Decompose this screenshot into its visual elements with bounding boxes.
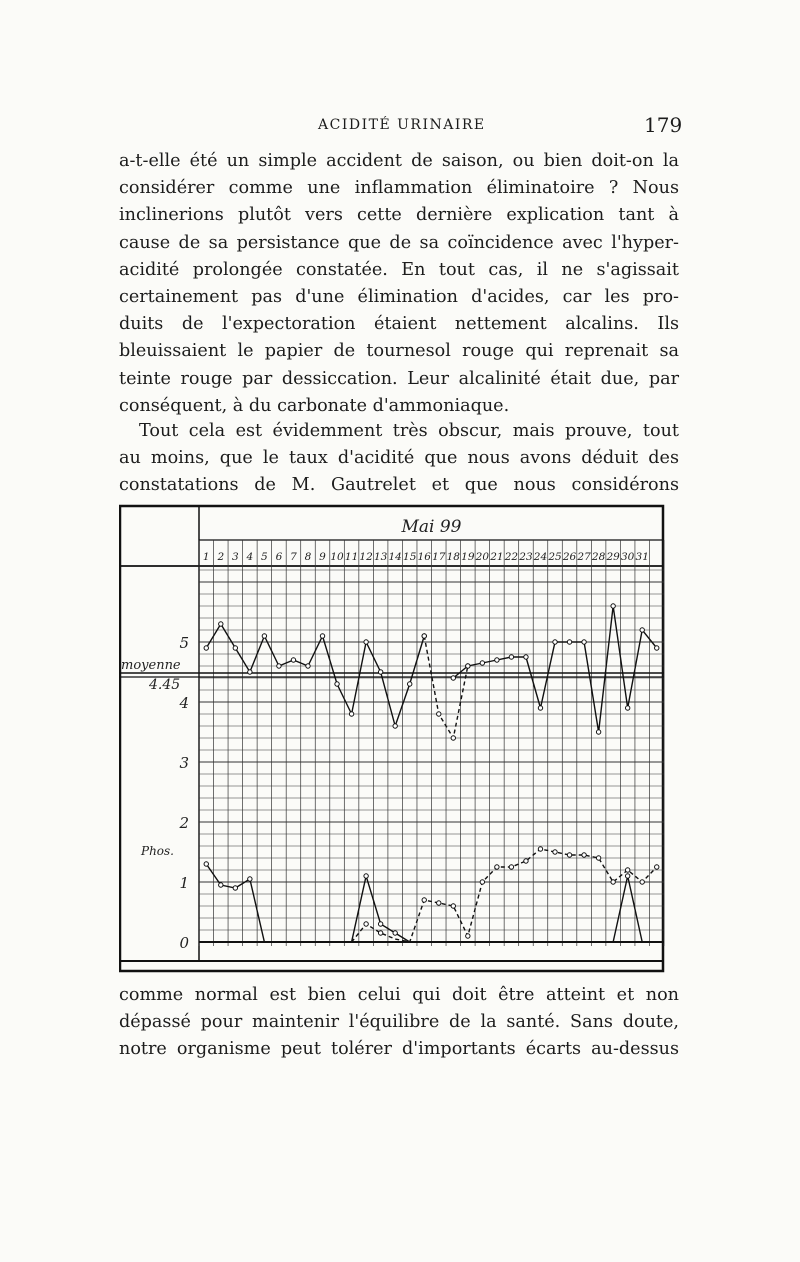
x-tick-label: 19 [461,551,475,563]
data-point [538,706,542,710]
data-point [611,880,615,884]
data-point [233,646,237,650]
data-point [248,670,252,674]
chart-title: Mai 99 [401,517,462,537]
data-point [582,853,586,857]
data-point [320,634,324,638]
x-tick-label: 31 [635,551,649,563]
data-point [422,898,426,902]
data-point [625,706,629,710]
data-point [204,862,208,866]
data-point [393,724,397,728]
x-tick-label: 22 [504,551,519,563]
data-point [219,883,223,887]
page-number: 179 [644,113,683,137]
x-tick-label: 8 [304,551,312,563]
text-line: teinte rouge par dessiccation. Leur alcalinité était due, par [119,368,679,389]
data-point [277,664,281,668]
text-line: bleuissaient le papier de tournesol rouge qui reprenait sa [119,341,679,362]
x-tick-label: 3 [231,551,239,563]
text-line: notre organisme peut tolérer d'importants écarts au-dessus [119,1039,679,1060]
data-point [204,646,208,650]
x-tick-label: 9 [319,551,326,563]
data-point [364,640,368,644]
data-point [248,877,252,881]
x-tick-label: 7 [290,551,297,563]
series-line [613,876,642,942]
data-point [553,640,557,644]
data-point [393,931,397,935]
text-line: constatations de M. Gautrelet et que nous considérons [119,475,679,496]
acidity-chart-figure [119,502,665,977]
y-tick-label: 3 [179,754,189,772]
data-point [480,661,484,665]
phos-label: Phos. [141,844,174,858]
data-point [640,628,644,632]
text-line: au moins, que le taux d'acidité que nous avons déduit des [119,448,679,469]
data-point [451,736,455,740]
x-tick-label: 17 [432,551,446,563]
running-title: ACIDITÉ URINAIRE [318,117,486,133]
text-line: certainement pas d'une élimination d'acides, car les pro- [119,287,679,308]
data-point [437,712,441,716]
x-tick-label: 29 [606,551,620,563]
x-tick-label: 26 [562,551,577,563]
text-line: inclinerions plutôt vers cette dernière explication tant à [119,205,679,226]
data-point [349,712,353,716]
paragraph-mid [119,418,679,500]
data-point [378,931,382,935]
x-tick-label: 21 [490,551,504,563]
data-point [364,922,368,926]
page-header [0,113,800,141]
x-tick-label: 28 [591,551,606,563]
text-line: acidité prolongée constatée. En tout cas, il ne s'agissait [119,259,679,280]
data-point [233,886,237,890]
x-tick-label: 24 [533,551,548,563]
data-point [538,847,542,851]
data-point [596,730,600,734]
data-point [466,664,470,668]
data-point [480,880,484,884]
data-point [437,901,441,905]
data-point [553,850,557,854]
data-point [611,604,615,608]
x-tick-label: 2 [217,551,225,563]
x-tick-label: 27 [577,551,591,563]
text-line: cause de sa persistance que de sa coïncidence avec l'hyper- [119,232,679,253]
x-tick-label: 10 [330,551,344,563]
data-point [451,904,455,908]
x-tick-label: 16 [417,551,431,563]
x-tick-label: 23 [519,551,533,563]
chart-frame [120,506,663,971]
paragraph-bottom [119,982,679,1064]
data-point [509,865,513,869]
x-tick-label: 14 [388,551,402,563]
data-point [262,634,266,638]
series-line [206,864,409,942]
x-tick-label: 15 [403,551,417,563]
y-tick-label: 2 [179,814,189,832]
x-tick-label: 30 [620,551,635,563]
data-point [524,859,528,863]
data-point [567,853,571,857]
data-point [422,634,426,638]
data-point [219,622,223,626]
data-point [640,880,644,884]
data-point [524,655,528,659]
chart-canvas [119,502,665,977]
text-line: considérer comme une inflammation éliminatoire ? Nous [119,178,679,199]
x-tick-label: 6 [275,551,283,563]
acidity-chart [119,502,665,977]
data-point [408,682,412,686]
data-point [582,640,586,644]
data-point [466,934,470,938]
text-line: Tout cela est évidemment très obscur, mais prouve, tout [139,421,679,441]
text-line: a-t-elle été un simple accident de saison, ou bien doit-on la [119,151,679,171]
data-point [378,670,382,674]
y-tick-label: 5 [179,634,189,652]
y-tick-label: 4 [179,694,189,712]
data-point [655,865,659,869]
text-line: duits de l'expectoration étaient nettement alcalins. Ils [119,314,679,335]
x-tick-label: 1 [202,551,210,563]
x-tick-label: 25 [548,551,562,563]
data-point [451,676,455,680]
text-line: conséquent, à du carbonate d'ammoniaque. [119,395,510,416]
data-point [625,868,629,872]
mean-value-label: 4.45 [149,677,181,693]
y-tick-label: 0 [179,934,189,952]
data-point [291,658,295,662]
paragraph-top [119,148,679,420]
data-point [655,646,659,650]
x-tick-label: 18 [446,551,460,563]
data-point [364,874,368,878]
x-tick-label: 5 [261,551,268,563]
data-point [335,682,339,686]
data-point [495,865,499,869]
data-point [596,856,600,860]
data-point [378,922,382,926]
data-point [567,640,571,644]
text-line: dépassé pour maintenir l'équilibre de la santé. Sans doute, [119,1012,679,1033]
x-tick-label: 11 [344,551,359,563]
text-line: comme normal est bien celui qui doit être atteint et non [119,985,679,1005]
data-point [509,655,513,659]
x-tick-label: 4 [246,551,254,563]
x-tick-label: 20 [475,551,490,563]
series-line [453,606,656,732]
x-tick-label: 13 [373,551,388,563]
data-point [495,658,499,662]
data-point [625,874,629,878]
x-tick-label: 12 [359,551,373,563]
y-tick-label: 1 [179,874,189,892]
mean-label: moyenne [121,658,181,673]
data-point [306,664,310,668]
